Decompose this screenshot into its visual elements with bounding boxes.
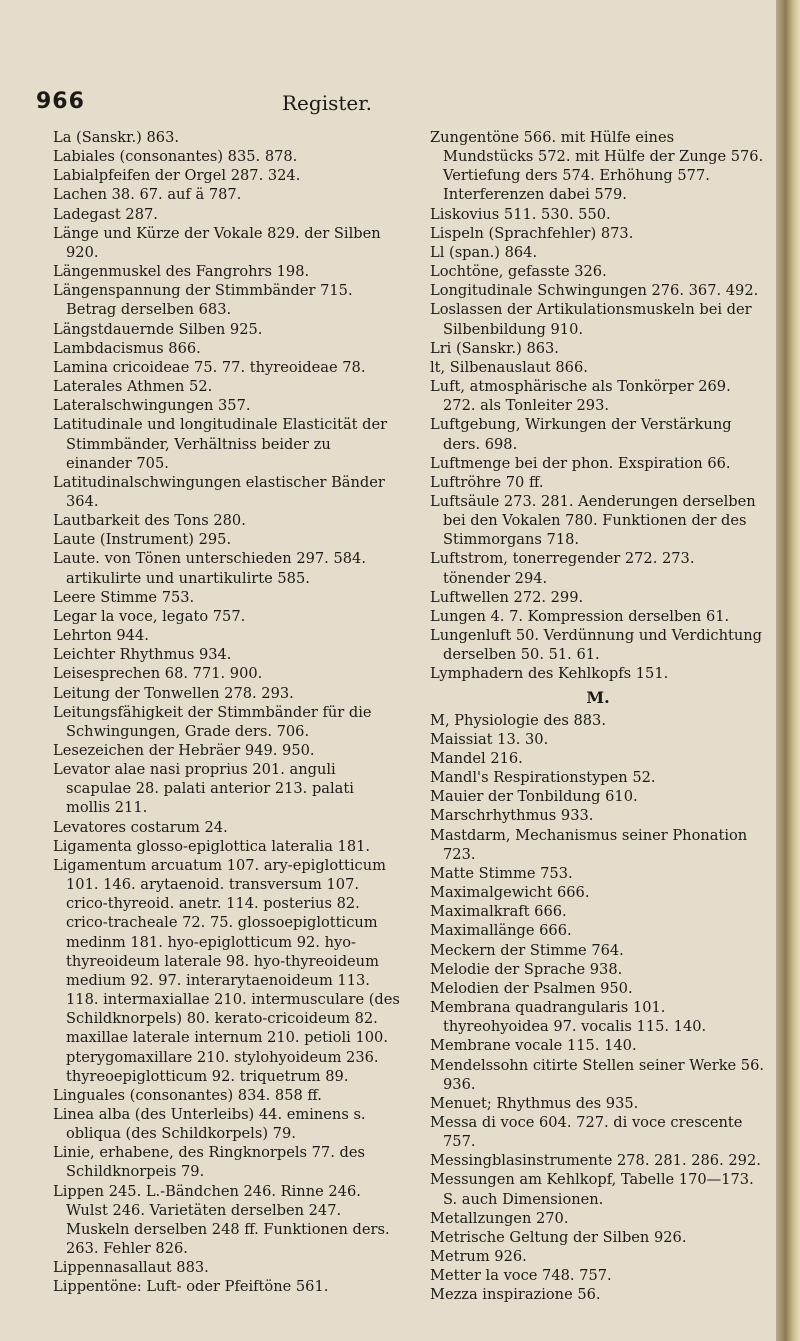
- index-entry: Mandel 216.: [430, 750, 523, 767]
- index-entry: Luft, atmosphärische als Tonkörper 269. 272. als Tonleiter 293.: [430, 378, 731, 415]
- index-entry: Längstdauernde Silben 925.: [53, 320, 263, 338]
- index-entry: Legar la voce, legato 757.: [53, 607, 246, 625]
- index-entry: Lachen 38. 67. auf ä 787.: [53, 186, 242, 204]
- index-entry: lt, Silbenauslaut 866.: [430, 358, 588, 376]
- index-entry: Longitudinale Schwingungen 276. 367. 492.: [430, 282, 759, 300]
- index-entry: Membrane vocale 115. 140.: [430, 1037, 637, 1055]
- index-entry: Linguales (consonantes) 834. 858 ff.: [53, 1086, 322, 1104]
- section-letter: M.: [586, 687, 610, 707]
- index-entry: Linie, erhabene, des Ringknorpels 77. des Schildknorpeis 79.: [53, 1144, 365, 1181]
- index-entry: Meckern der Stimme 764.: [430, 941, 624, 959]
- index-entry: Liskovius 511. 530. 550.: [430, 205, 611, 223]
- index-entry: Membrana quadrangularis 101. thyreohyoidea 97. vocalis 115. 140.: [430, 999, 707, 1036]
- index-entry: Ligamenta glosso-epiglottica lateralia 181.: [53, 837, 371, 855]
- index-entry: Matte Stimme 753.: [430, 864, 573, 882]
- index-entry: Lymphadern des Kehlkopfs 151.: [430, 665, 669, 683]
- index-entry: Längenmuskel des Fangrohrs 198.: [53, 263, 310, 281]
- index-entry: Latitudinale und longitudinale Elasticität der Stimmbänder, Verhältniss beider zu einander 705.: [53, 416, 388, 472]
- index-entry: Maximalgewicht 666.: [430, 884, 590, 902]
- index-entry: Ligamentum arcuatum 107. ary-epiglotticum 101. 146. arytaenoid. transversum 107. crico-thyreoid. anetr. 114. posterius 82. crico-tracheale 72. 75. glossoepiglotticum medinm 181. hyo-epiglotticum 92. hyo-thyreoideum laterale 98. hyo-thyreoideum medium 92. 97. interarytaenoideum 113. 118. intermaxiallae 210. intermusculare (des Schildknorpels) 80. kerato-cricoideum 82. maxillae laterale internum 210. petioli 100. pterygomaxillare 210. stylohyoideum 236. thyreoepiglotticum 92. triquetrum 89.: [53, 856, 400, 1085]
- index-entry: Ll (span.) 864.: [430, 243, 538, 261]
- index-entry: Messingblasinstrumente 278. 281. 286. 292.: [430, 1152, 761, 1170]
- index-entry: Lungenluft 50. Verdünnung und Verdichtung derselben 50. 51. 61.: [430, 627, 762, 664]
- index-entry: Mauier der Tonbildung 610.: [430, 788, 638, 806]
- index-entry: Maximallänge 666.: [430, 922, 572, 940]
- index-entry: Linea alba (des Unterleibs) 44. eminens s. obliqua (des Schildkorpels) 79.: [53, 1105, 366, 1143]
- index-entry: Mastdarm, Mechanismus seiner Phonation 723.: [430, 826, 748, 863]
- index-entry: Mendelssohn citirte Stellen seiner Werke 56. 936.: [430, 1056, 765, 1093]
- index-entry: Ladegast 287.: [53, 205, 158, 223]
- index-entry: Lehrton 944.: [53, 627, 149, 645]
- index-entry: Luftwellen 272. 299.: [430, 588, 584, 606]
- index-entry: Leichter Rhythmus 934.: [53, 646, 232, 664]
- index-entry: Loslassen der Artikulationsmuskeln bei der Silbenbildung 910.: [430, 301, 752, 338]
- index-entry: M, Physiologie des 883.: [430, 711, 606, 729]
- index-entry: Längenspannung der Stimmbänder 715. Betrag derselben 683.: [53, 282, 353, 319]
- index-entry: Lambdacismus 866.: [53, 339, 201, 357]
- index-entry: Lispeln (Sprachfehler) 873.: [430, 224, 634, 242]
- index-entry: Marschrhythmus 933.: [430, 807, 594, 825]
- index-entry: Mandl's Respirationstypen 52.: [430, 769, 656, 787]
- index-entry: Metrum 926.: [430, 1248, 527, 1266]
- index-column-left: [53, 128, 401, 1297]
- index-entry: Länge und Kürze der Vokale 829. der Silben 920.: [53, 224, 381, 261]
- index-entry: Laterales Athmen 52.: [53, 378, 213, 396]
- index-entry: Lateralschwingungen 357.: [53, 397, 251, 415]
- index-entry: Luftröhre 70 ff.: [430, 473, 544, 491]
- index-entry: Lri (Sanskr.) 863.: [430, 339, 559, 357]
- index-entry: Leisesprechen 68. 771. 900.: [53, 665, 263, 683]
- page-number: 966: [36, 89, 85, 114]
- index-entry: Leitung der Tonwellen 278. 293.: [53, 684, 294, 702]
- index-entry: Metallzungen 270.: [430, 1209, 569, 1227]
- index-entry: Maissiat 13. 30.: [430, 730, 549, 748]
- index-entry: Labiales (consonantes) 835. 878.: [53, 148, 298, 166]
- index-entry: Laute (Instrument) 295.: [53, 531, 232, 549]
- running-title: Register.: [282, 91, 372, 115]
- index-entry: Melodien der Psalmen 950.: [430, 979, 633, 997]
- index-entry: Messa di voce 604. 727. di voce crescente 757.: [430, 1113, 743, 1151]
- index-entry: Lamina cricoideae 75. 77. thyreoideae 78.: [53, 358, 366, 376]
- index-entry: Levatores costarum 24.: [53, 818, 228, 836]
- index-entry: Metter la voce 748. 757.: [430, 1267, 612, 1285]
- index-entry: Lippennasallaut 883.: [53, 1259, 209, 1277]
- index-entry: Lochtöne, gefasste 326.: [430, 263, 607, 281]
- page-edge: [776, 0, 800, 1341]
- index-entry: Maximalkraft 666.: [430, 903, 567, 921]
- page-header: [36, 89, 756, 119]
- index-entry: Mezza inspirazione 56.: [430, 1286, 601, 1304]
- index-entry: Luftmenge bei der phon. Exspiration 66.: [430, 454, 731, 472]
- index-entry: Lautbarkeit des Tons 280.: [53, 512, 246, 530]
- index-entry: Lippentöne: Luft- oder Pfeiftöne 561.: [53, 1278, 329, 1296]
- index-entry: Leere Stimme 753.: [53, 588, 195, 606]
- index-entry: Laute. von Tönen unterschieden 297. 584. artikulirte und unartikulirte 585.: [53, 550, 366, 587]
- index-entry: Lesezeichen der Hebräer 949. 950.: [53, 742, 315, 759]
- index-entry: Levator alae nasi proprius 201. anguli scapulae 28. palati anterior 213. palati mollis 211.: [53, 761, 354, 817]
- index-entry: Melodie der Sprache 938.: [430, 960, 623, 978]
- index-entry: La (Sanskr.) 863.: [53, 129, 179, 146]
- index-entry: Luftstrom, tonerregender 272. 273. tönender 294.: [430, 550, 695, 587]
- index-entry: Lippen 245. L.-Bändchen 246. Rinne 246. Wulst 246. Varietäten derselben 247. Muskeln derselben 248 ff. Funktionen ders. 263. Fehler 826.: [53, 1182, 390, 1258]
- index-entry: Luftgebung, Wirkungen der Verstärkung ders. 698.: [430, 416, 732, 453]
- index-entry: Labialpfeifen der Orgel 287. 324.: [53, 167, 301, 185]
- index-entry: Latitudinalschwingungen elastischer Bänder 364.: [53, 473, 385, 510]
- index-entry: Messungen am Kehlkopf, Tabelle 170—173. S. auch Dimensionen.: [430, 1171, 754, 1208]
- index-entry: Leitungsfähigkeit der Stimmbänder für die Schwingungen, Grade ders. 706.: [53, 703, 372, 740]
- index-column-right: [430, 128, 766, 1305]
- index-entry: Zungentöne 566. mit Hülfe eines Mundstücks 572. mit Hülfe der Zunge 576. Vertiefung ders 574. Erhöhung 577. Interferenzen dabei 579.: [430, 129, 764, 204]
- index-entry: Menuet; Rhythmus des 935.: [430, 1094, 639, 1112]
- index-entry: Lungen 4. 7. Kompression derselben 61.: [430, 607, 730, 625]
- index-entry: Metrische Geltung der Silben 926.: [430, 1228, 687, 1246]
- index-entry: Luftsäule 273. 281. Aenderungen derselben bei den Vokalen 780. Funktionen der des Stimmorgans 718.: [430, 492, 756, 549]
